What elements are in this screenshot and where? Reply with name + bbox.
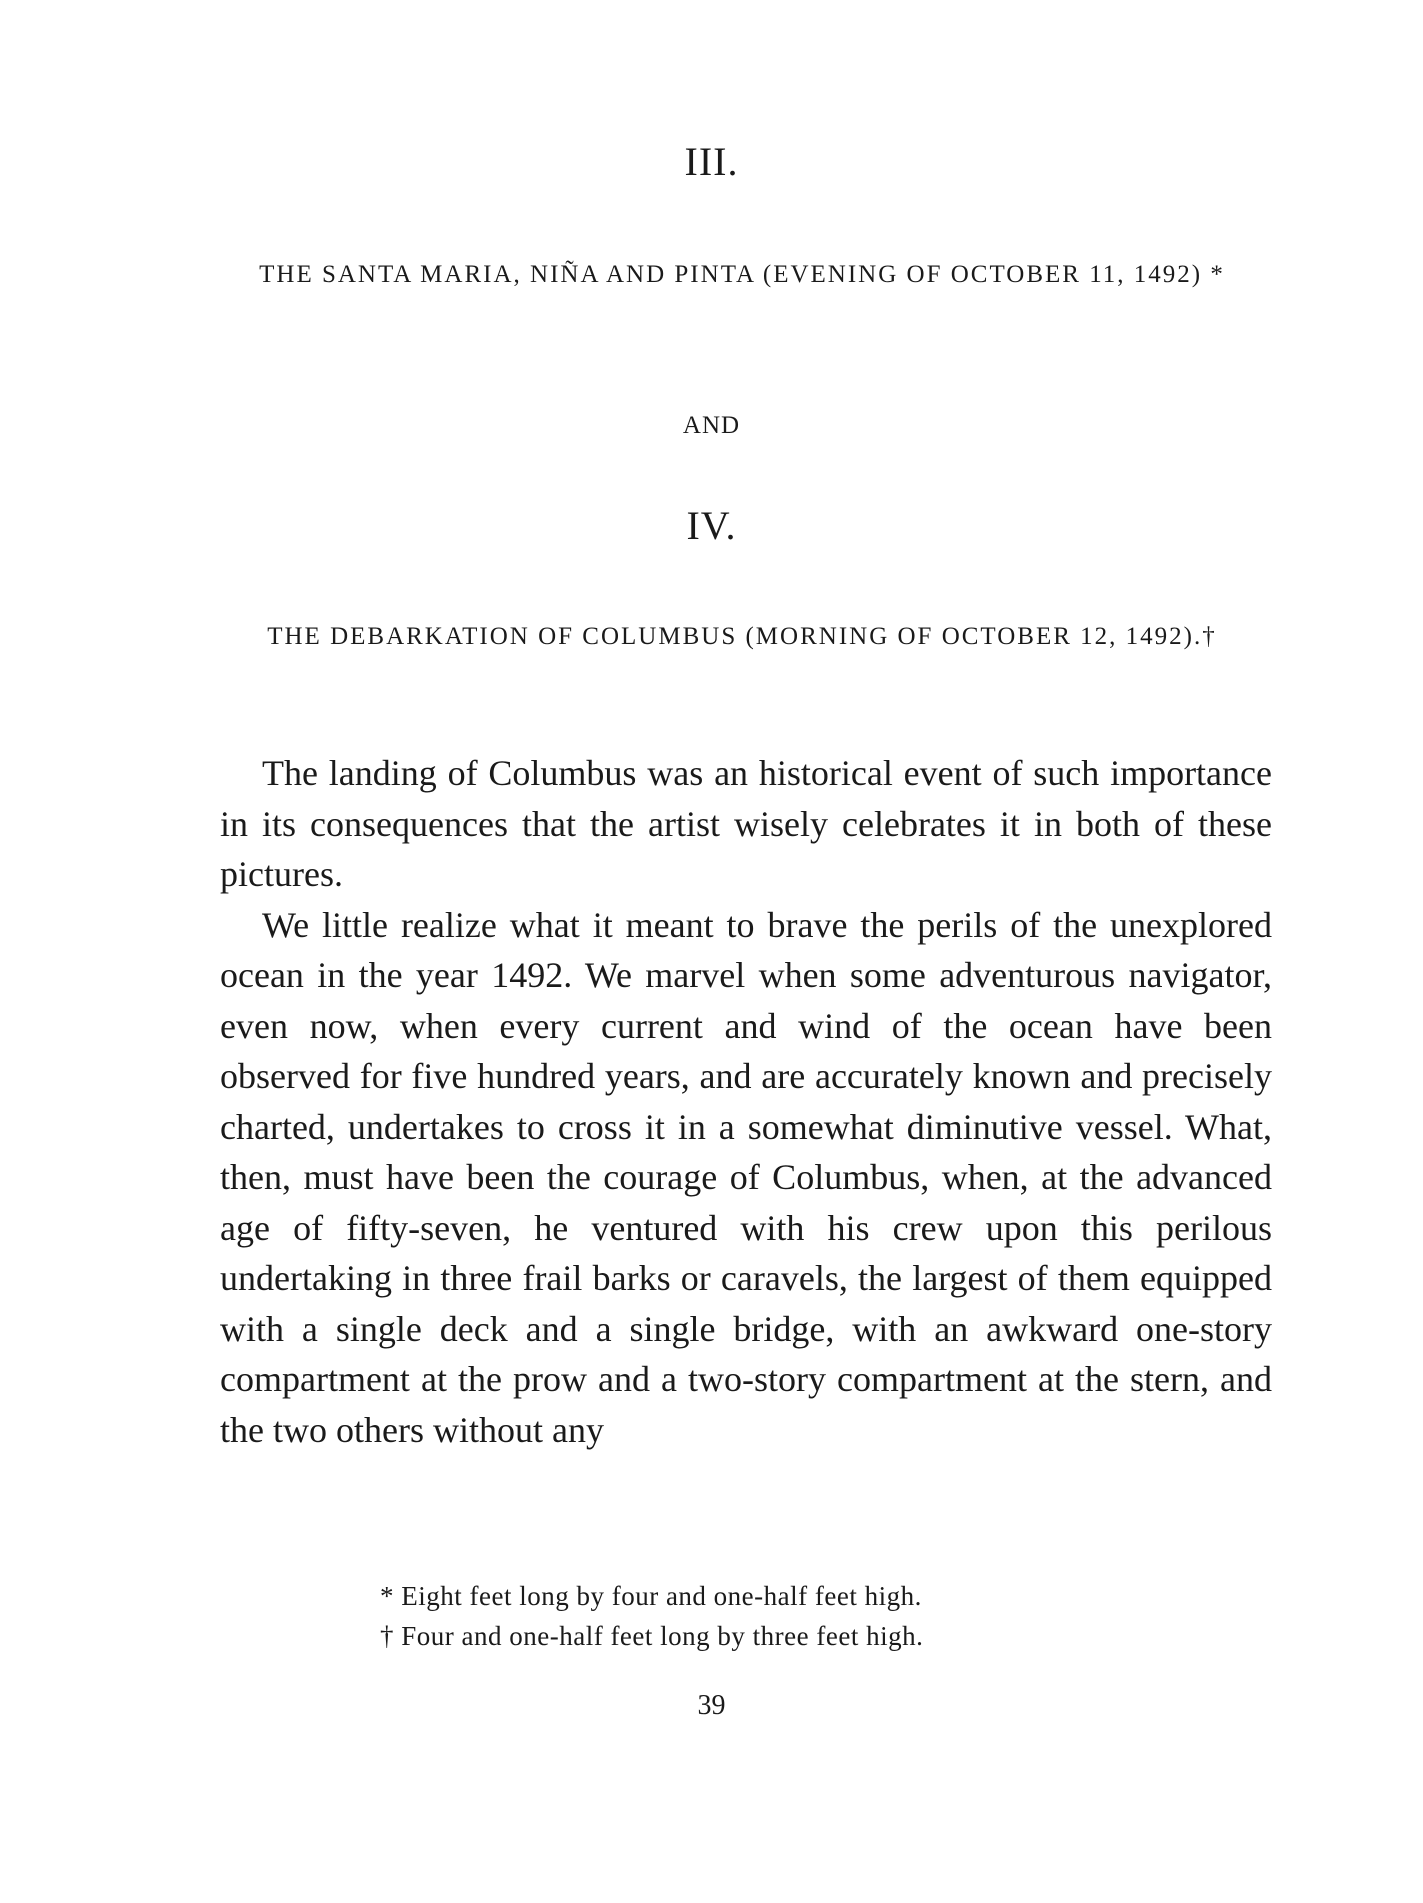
footnotes <box>380 1576 1140 1656</box>
section-numeral-iii: III. <box>684 139 739 184</box>
paragraph-perils: We little realize what it meant to brave the perils of the unexplored ocean in the year 1492. We marvel when some adventurous navigator, even now, when every current and wind of the ocean have been observed for five hundred years, and are accurately known and precisely charted, undertakes to cross it in a somewhat diminutive vessel. What, then, must have been the courage of Columbus, when, at the advanced age of fifty-seven, he ventured with his crew upon this perilous undertaking in three frail barks or caravels, the largest of them equipped with a single deck and a single bridge, with an awkward one-story compartment at the prow and a two-story compartment at the stern, and the two others without any <box>220 904 1272 1450</box>
section-numeral-iv: IV. <box>686 503 737 548</box>
caption-debarkation: THE DEBARKATION OF COLUMBUS (MORNING OF OCTOBER 12, 1492).† <box>267 623 1217 650</box>
paragraph-landing: The landing of Columbus was an historical event of such importance in its consequences that the artist wisely celebrates it in both of these pictures. <box>220 753 1272 894</box>
page-number: 39 <box>697 1690 726 1721</box>
caption-santa-maria: THE SANTA MARIA, NIÑA AND PINTA (EVENING OF OCTOBER 11, 1492) * <box>259 261 1225 288</box>
body-text <box>220 748 1272 1455</box>
footnote-asterisk: * Eight feet long by four and one-half feet high. <box>380 1581 922 1611</box>
and-label: AND <box>682 412 741 439</box>
footnote-dagger: † Four and one-half feet long by three feet high. <box>380 1621 924 1651</box>
